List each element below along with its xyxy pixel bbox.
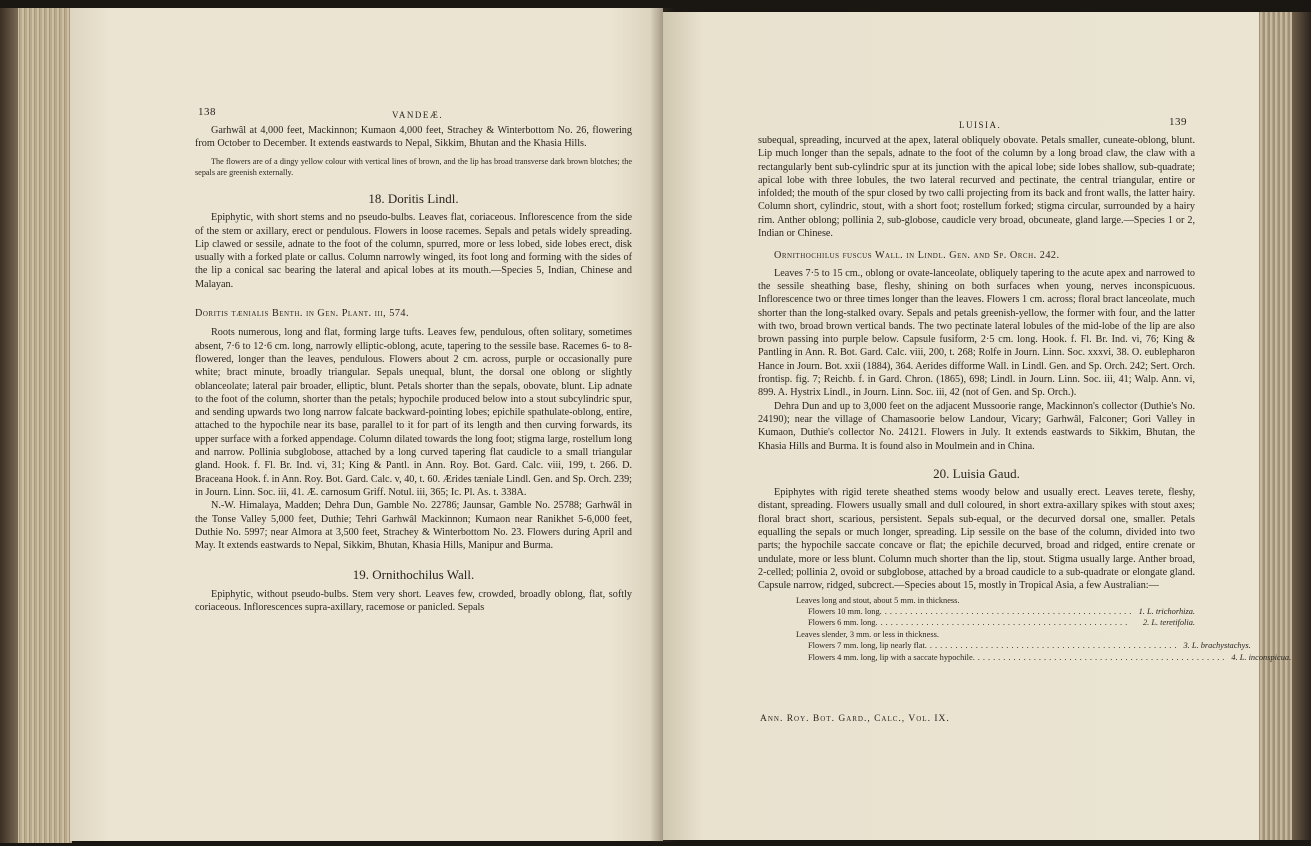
key-row-label: Flowers 10 mm. long xyxy=(808,606,880,616)
genus-description-doritis: Epiphytic, with short stems and no pseudo-bulbs. Leaves flat, coriaceous. Inflorescence from the side of the stem or axillary, erect or pendulous. Flowers in loose racemes. Sepals and petals widely spreading. Lip clawed or sessile, adnate to the foot of the column, spurred, more or less lobed, side lobes erect, disk usually with a forked plate or callus. Column narrowly winged, its foot long and forming with the sides of the lip a conical sac bearing the lateral and apical lobes at its mouth.—Species 5, Indian, Chinese and Malayan. xyxy=(195,212,632,290)
page-footer: Ann. Roy. Bot. Gard., Calc., Vol. IX. xyxy=(760,714,950,724)
key-row-label: Flowers 7 mm. long, lip nearly flat xyxy=(808,641,925,651)
key-row xyxy=(796,640,1251,651)
genus-heading-doritis: 18. Doritis Lindl. xyxy=(368,191,459,206)
left-text-column xyxy=(195,124,632,614)
key-leader-dots: .................................................. xyxy=(879,606,1135,616)
species-description-doritis-taenialis: Roots numerous, long and flat, forming large tufts. Leaves few, pendulous, often solitary, sometimes absent, 7·6 to 12·6 cm. long, narrowly elliptic-oblong, acute, tapering to the sessile base. Racemes 6- to 8-flowered, longer than the leaves, pendulous. Flowers about 2 cm. across, purple or occasionally pure white; bract minute, broadly triangular. Sepals unequal, blunt, the dorsal one oblong or slightly oblanceolate; lateral pair broader, elliptic, blunt. Petals shorter than the sepals, obovate, blunt. Lip adnate to the foot of the column, shorter than the petals; hypochile produced below into a stout subcylindric spur, and sending upwards two long narrow falcate backward-pointing lobes; epichile spathulate-oblong, entire, attached to the hypochile near its base, parallel to it for part of its length and then curving forwards, its upper surface with a forked appendage. Column dilated towards the long foot; stigma large, rostellum long and narrow. Pollinia subglobose, attached by a long curved tapering flat caudicle to a small triangular gland. Hook. f. Fl. Br. Ind. vi, 31; King & Pantl. in Ann. Roy. Bot. Gard. Calc. viii, 199, t. 266. D. Braceana Hook. f. in Ann. Roy. Bot. Gard. Calc. v, 40, t. 60. Ærides tæniale Lindl. Gen. and Sp. Orch. 239; in Journ. Linn. Soc. iii, 41. Æ. carnosum Griff. Notul. iii, 365; Ic. Pl. As. t. 338A. xyxy=(195,327,632,498)
key-row-result: 4. L. inconspicua. xyxy=(1231,652,1292,662)
page-number: 138 xyxy=(198,106,216,118)
right-page xyxy=(663,12,1292,840)
genus-description-luisia: Epiphytes with rigid terete sheathed stems woody below and usually erect. Leaves terete, fleshy, distant, spreading. Flowers usually small and dull coloured, in short extra-axillary spikes with stout axes; floral bract short, scarious, persistent. Sepals sub-equal, or the decurved dorsal one, smaller. Petals equalling the sepals or much longer, spreading. Lip sessile on the base of the column, divided into two parts; the hypochile saccate concave or flat; the epichile decurved, broad and ridged, entire crenate or undulate, more or less blunt. Column much shorter than the lip, stout. Stigma usually large. Anther broad, 2-celled; pollinia 2, ovoid or subglobose, attached by a broad caudicle to a sub-quadrate or elongate gland. Capsule narrow, ridged, subcrect.—Species about 15, mostly in Tropical Asia, a few Australian:— xyxy=(758,487,1195,592)
key-row-result: 3. L. brachystachys. xyxy=(1183,641,1251,651)
left-page xyxy=(70,8,663,841)
genus-heading-ornithochilus: 19. Ornithochilus Wall. xyxy=(352,567,475,583)
left-book-cover-edge xyxy=(0,8,18,843)
continued-paragraph: subequal, spreading, incurved at the apex, lateral obliquely obovate. Petals smaller, cuneate-oblong, blunt. Lip much longer than the sepals, adnate to the foot of the column by a long broad claw, the claw with a rectangularly bent sub-cylindric spur at its junction with the apical lobe; side lobes shallow, sub-quadrate; apical lobe with three lobules, the two lateral recurved and pectinate, the central triangular, entire or infolded; the mouth of the spur closed by two calli projecting from its back and front walls, the latter hairy. Column short, cylindric, stout, with a short foot; rostellum forked; stigma circular, surrounded by a hairy rim. Anther oblong; pollinia 2, sub-globose, caudicle very broad, obcuneate, gland large.—Species 1 or 2, Indian or Chinese. xyxy=(758,135,1195,240)
colour-note: The flowers are of a dingy yellow colour with vertical lines of brown, and the lip has broad transverse dark brown blotches; the sepals are greenish externally. xyxy=(195,156,632,177)
species-key xyxy=(796,595,1292,663)
key-row-label: Flowers 6 mm. long xyxy=(808,618,876,628)
genus-heading-luisia: 20. Luisia Gaud. xyxy=(933,465,1020,481)
species-range-doritis-taenialis: N.-W. Himalaya, Madden; Dehra Dun, Gamble No. 22786; Jaunsar, Gamble No. 25788; Garhwâl in the Tonse Valley 5,000 feet, Duthie; Tehri Garhwâl Mackinnon; Kumaon near Ranikhet 5-6,000 feet, Duthie No. 5997; near Almora at 3,500 feet, Strachey & Winterbottom No. 23. Flowers during April and May. It extends eastwards to Nepal, Sikkim, Bhutan, Khasia Hills, Manipur and Burma. xyxy=(195,500,632,552)
key-leader-dots: .................................................. xyxy=(972,652,1228,662)
key-row-result: 1. L. trichorhiza. xyxy=(1138,606,1195,616)
key-leader-dots: .................................................. xyxy=(875,618,1131,628)
key-row xyxy=(796,606,1195,617)
key-group: Leaves slender, 3 mm. or less in thickness. xyxy=(796,629,939,639)
key-row-result: 2. L. teretifolia. xyxy=(1142,618,1195,628)
species-range-ornithochilus-fuscus: Dehra Dun and up to 3,000 feet on the adjacent Mussoorie range, Mackinnon's collector (Duthie's No. 24190); near the village of Chamasoorie below Landour, Vicary; Garhwâl, Falconer; Gori Valley in Kumaon, Duthie's collector No. 24121. Flowers in July. It extends eastwards to Sikkim, Bhutan, the Khasia Hills and Burma. It is found also in Moulmein and in China. xyxy=(758,400,1195,452)
key-row xyxy=(796,652,1292,663)
species-heading-doritis-taenialis: Doritis tænialis Benth. in Gen. Plant. iii, 574. xyxy=(195,308,410,320)
key-row xyxy=(796,617,1195,628)
key-row-label: Flowers 4 mm. long, lip with a saccate hypochile xyxy=(808,652,973,662)
key-group: Leaves long and stout, about 5 mm. in thickness. xyxy=(796,595,960,605)
key-leader-dots: .................................................. xyxy=(924,641,1180,651)
running-head: LUISIA. xyxy=(959,120,1002,130)
page-number: 139 xyxy=(1169,116,1187,128)
genus-description-ornithochilus: Epiphytic, without pseudo-bulbs. Stem very short. Leaves few, crowded, broadly oblong, flat, softly coriaceous. Inflorescences supra-axillary, racemose or panicled. Sepals xyxy=(195,588,632,614)
right-text-column xyxy=(758,134,1292,663)
running-head: VANDEÆ. xyxy=(392,110,444,120)
species-description-ornithochilus-fuscus: Leaves 7·5 to 15 cm., oblong or ovate-lanceolate, obliquely tapering to the acute apex and narrowed to the sessile sheathing base, fleshy, shining on both surfaces when young, nerves inconspicuous. Inflorescence two or three times longer than the leaves. Flowers 1 cm. across; floral bract lanceolate, much shorter than the long-stalked ovary. Sepals and petals greenish-yellow, the former with four, and the latter with two, broad brown vertical bands. The two pectinate lateral lobules of the mid-lobe of the lip are also brown passing into purple below. Capsule fusiform, 2·5 cm. long. Hook. f. Fl. Br. Ind. vi, 76; King & Pantling in Ann. R. Bot. Gard. Calc. viii, 200, t. 268; Rolfe in Journ. Linn. Soc. xxxvi, 38. O. eublepharon Hance in Journ. Bot. xxii (1884), 364. Aerides difforme Wall. in Lindl. Gen. and Sp. Orch. 242; Sert. Orch. frontisp. fig. 7; Reichb. f. in Gard. Chron. (1865), 698; Lindl. in Journ. Linn. Soc. iii, 41; Walp. Ann. vi, 899. A. Hystrix Lindl., in Journ. Linn. Soc. iii, 42 (not of Gen. and Sp. Orch.). xyxy=(758,267,1195,399)
species-heading-ornithochilus-fuscus: Ornithochilus fuscus Wall. in Lindl. Gen. and Sp. Orch. 242. xyxy=(774,250,1060,262)
right-book-cover-edge xyxy=(1292,12,1311,840)
intro-paragraph: Garhwâl at 4,000 feet, Mackinnon; Kumaon 4,000 feet, Strachey & Winterbottom No. 26, flowering from October to December. It extends eastwards to Nepal, Sikkim, Bhutan and the Khasia Hills. xyxy=(195,125,632,150)
